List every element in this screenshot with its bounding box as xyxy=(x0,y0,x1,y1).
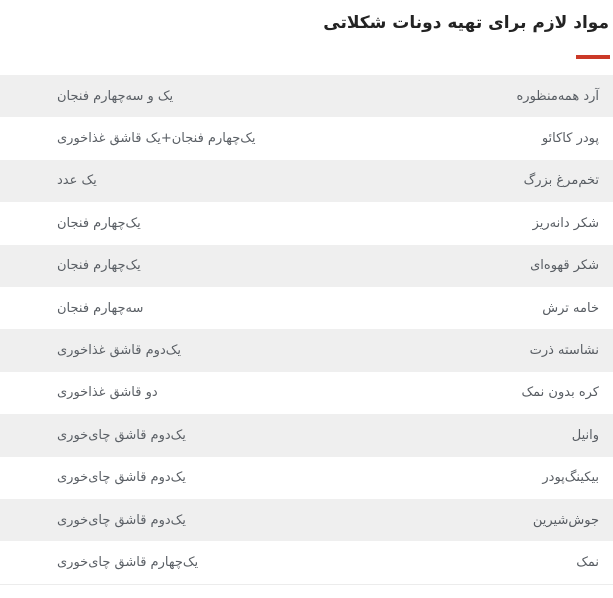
ingredient-name: آرد همه‌منظوره xyxy=(516,88,599,104)
ingredient-name: شکر دانه‌ریز xyxy=(532,215,599,231)
ingredient-row xyxy=(0,499,613,541)
ingredient-row xyxy=(0,287,613,329)
ingredient-name: شکر قهوه‌ای xyxy=(530,258,599,274)
ingredient-amount: یک‌چهارم فنجان xyxy=(57,215,141,231)
ingredient-amount: سه‌چهارم فنجان xyxy=(57,300,144,316)
ingredient-name: وانیل xyxy=(571,427,599,443)
ingredient-row xyxy=(0,457,613,499)
title-underline-accent xyxy=(576,55,610,59)
ingredient-name: نمک xyxy=(576,554,599,570)
page-title: مواد لازم برای تهیه دونات شکلاتی xyxy=(323,13,609,33)
ingredient-row xyxy=(0,372,613,414)
ingredient-amount: یک‌دوم قاشق چای‌خوری xyxy=(57,470,186,486)
header xyxy=(0,0,613,59)
ingredient-amount: یک و سه‌چهارم فنجان xyxy=(57,88,174,104)
ingredient-row xyxy=(0,117,613,159)
ingredient-row xyxy=(0,329,613,371)
ingredient-row xyxy=(0,245,613,287)
ingredient-amount: یک‌چهارم فنجان+یک قاشق غذاخوری xyxy=(57,131,256,147)
ingredient-amount: یک عدد xyxy=(57,173,97,189)
ingredient-row xyxy=(0,202,613,244)
ingredient-amount: یک‌چهارم فنجان xyxy=(57,258,141,274)
ingredient-name: کره بدون نمک xyxy=(521,385,599,401)
ingredient-name: پودر کاکائو xyxy=(541,131,599,147)
ingredient-name: نشاسته ذرت xyxy=(529,343,599,359)
ingredient-row xyxy=(0,541,613,583)
ingredient-row xyxy=(0,414,613,456)
ingredient-row xyxy=(0,160,613,202)
ingredient-amount: یک‌دوم قاشق چای‌خوری xyxy=(57,427,186,443)
ingredient-amount: یک‌دوم قاشق چای‌خوری xyxy=(57,512,186,528)
ingredient-name: بیکینگ‌پودر xyxy=(542,470,599,486)
ingredient-amount: دو قاشق غذاخوری xyxy=(57,385,158,401)
ingredient-name: جوش‌شیرین xyxy=(532,512,599,528)
ingredient-name: خامه ترش xyxy=(542,300,599,316)
ingredients-table xyxy=(0,75,613,585)
ingredient-row xyxy=(0,75,613,117)
ingredient-name: تخم‌مرغ بزرگ xyxy=(523,173,599,189)
ingredient-amount: یک‌دوم قاشق غذاخوری xyxy=(57,343,181,359)
ingredient-amount: یک‌چهارم قاشق چای‌خوری xyxy=(57,554,199,570)
